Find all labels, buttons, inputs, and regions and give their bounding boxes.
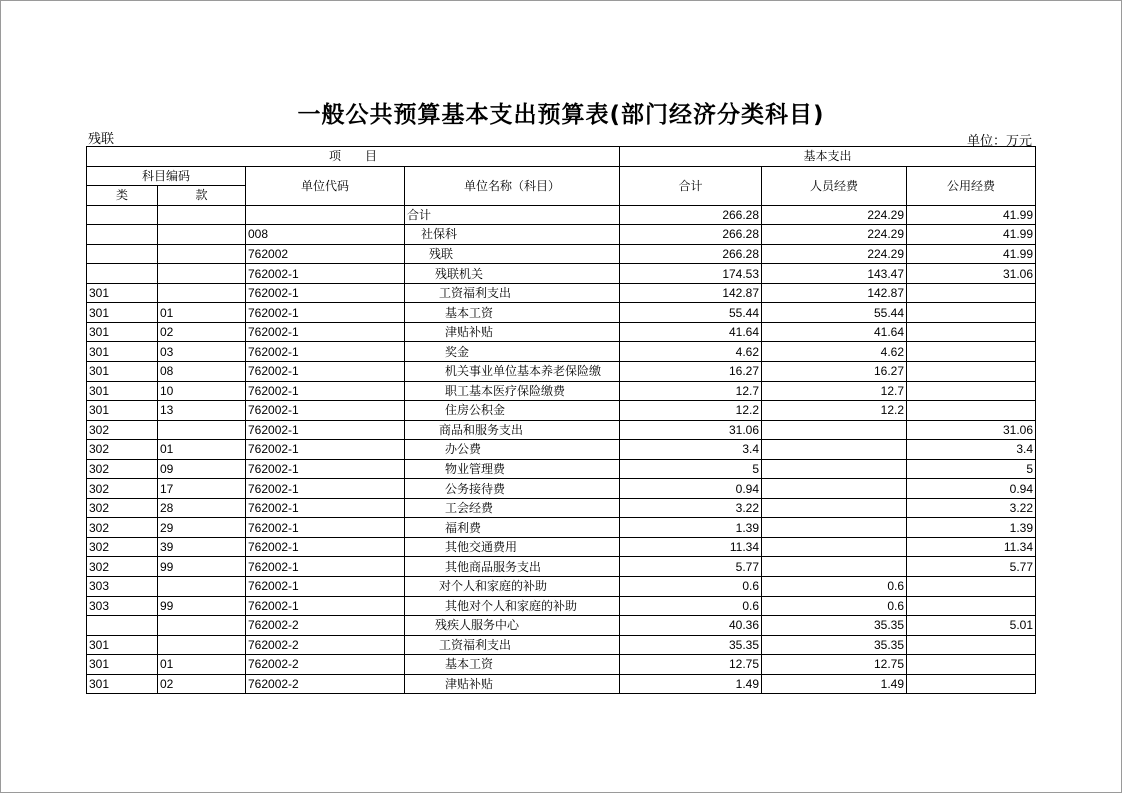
table-row [87, 225, 1036, 245]
cell-personnel: 143.47 [762, 264, 907, 284]
cell-public: 0.94 [907, 479, 1036, 499]
cell-personnel [762, 420, 907, 440]
cell-total: 55.44 [620, 303, 762, 323]
header-unit-name: 单位名称（科目） [405, 166, 620, 205]
header-row-2 [87, 166, 1036, 186]
cell-personnel: 12.2 [762, 401, 907, 421]
cell-class: 302 [87, 498, 158, 518]
department-label: 残联 [88, 132, 115, 147]
cell-unit-code: 762002-1 [246, 537, 405, 557]
cell-total: 40.36 [620, 616, 762, 636]
cell-unit-name: 其他交通费用 [405, 537, 620, 557]
cell-public: 3.4 [907, 440, 1036, 460]
cell-unit-code: 762002-1 [246, 322, 405, 342]
cell-unit-code: 762002-2 [246, 655, 405, 675]
table-row [87, 381, 1036, 401]
header-public: 公用经费 [907, 166, 1036, 205]
table-row [87, 537, 1036, 557]
table-row [87, 616, 1036, 636]
cell-section: 17 [158, 479, 246, 499]
cell-personnel: 16.27 [762, 362, 907, 382]
cell-total: 0.6 [620, 596, 762, 616]
cell-unit-name: 机关事业单位基本养老保险缴 [405, 362, 620, 382]
budget-table [86, 146, 1036, 694]
cell-personnel: 224.29 [762, 244, 907, 264]
cell-unit-code [246, 205, 405, 225]
cell-public: 31.06 [907, 264, 1036, 284]
cell-section [158, 244, 246, 264]
cell-unit-name: 奖金 [405, 342, 620, 362]
cell-unit-code: 762002-1 [246, 498, 405, 518]
cell-unit-code: 762002-1 [246, 342, 405, 362]
cell-total: 0.94 [620, 479, 762, 499]
cell-personnel: 12.75 [762, 655, 907, 675]
cell-total: 5 [620, 459, 762, 479]
header-basic-expense: 基本支出 [620, 147, 1036, 167]
cell-unit-name: 合计 [405, 205, 620, 225]
cell-public [907, 635, 1036, 655]
cell-total: 41.64 [620, 322, 762, 342]
table-row [87, 655, 1036, 675]
cell-unit-name: 基本工资 [405, 303, 620, 323]
cell-total: 1.39 [620, 518, 762, 538]
cell-unit-name: 职工基本医疗保险缴费 [405, 381, 620, 401]
cell-personnel [762, 459, 907, 479]
cell-public [907, 674, 1036, 694]
cell-class: 301 [87, 283, 158, 303]
cell-section [158, 283, 246, 303]
cell-unit-code: 762002-1 [246, 283, 405, 303]
table-row [87, 342, 1036, 362]
cell-public: 11.34 [907, 537, 1036, 557]
cell-unit-code: 762002 [246, 244, 405, 264]
cell-personnel [762, 518, 907, 538]
table-row [87, 557, 1036, 577]
cell-public [907, 596, 1036, 616]
table-row [87, 283, 1036, 303]
cell-class: 301 [87, 655, 158, 675]
cell-public [907, 401, 1036, 421]
cell-public [907, 322, 1036, 342]
cell-personnel: 4.62 [762, 342, 907, 362]
cell-total: 266.28 [620, 244, 762, 264]
header-unit-code: 单位代码 [246, 166, 405, 205]
cell-class: 302 [87, 459, 158, 479]
cell-personnel: 0.6 [762, 596, 907, 616]
cell-section [158, 420, 246, 440]
table-row [87, 479, 1036, 499]
cell-class [87, 264, 158, 284]
cell-public: 41.99 [907, 244, 1036, 264]
cell-class: 301 [87, 381, 158, 401]
table-row [87, 674, 1036, 694]
table-row [87, 459, 1036, 479]
cell-section: 08 [158, 362, 246, 382]
cell-section: 39 [158, 537, 246, 557]
cell-total: 5.77 [620, 557, 762, 577]
cell-section: 01 [158, 303, 246, 323]
cell-class [87, 205, 158, 225]
cell-total: 0.6 [620, 577, 762, 597]
cell-unit-code: 762002-1 [246, 362, 405, 382]
cell-total: 3.4 [620, 440, 762, 460]
cell-public [907, 362, 1036, 382]
table-row [87, 498, 1036, 518]
cell-unit-name: 基本工资 [405, 655, 620, 675]
cell-section [158, 577, 246, 597]
cell-unit-code: 762002-1 [246, 557, 405, 577]
cell-unit-code: 008 [246, 225, 405, 245]
cell-public: 5.01 [907, 616, 1036, 636]
cell-class: 301 [87, 342, 158, 362]
cell-section: 09 [158, 459, 246, 479]
cell-personnel: 35.35 [762, 635, 907, 655]
cell-class [87, 616, 158, 636]
cell-total: 12.7 [620, 381, 762, 401]
cell-unit-name: 其他对个人和家庭的补助 [405, 596, 620, 616]
cell-class: 302 [87, 440, 158, 460]
cell-public: 1.39 [907, 518, 1036, 538]
cell-unit-name: 工会经费 [405, 498, 620, 518]
cell-class: 302 [87, 420, 158, 440]
cell-public: 31.06 [907, 420, 1036, 440]
cell-section: 02 [158, 674, 246, 694]
cell-unit-name: 其他商品服务支出 [405, 557, 620, 577]
cell-class: 301 [87, 635, 158, 655]
cell-total: 174.53 [620, 264, 762, 284]
table-row [87, 205, 1036, 225]
cell-personnel: 224.29 [762, 225, 907, 245]
cell-total: 31.06 [620, 420, 762, 440]
cell-unit-code: 762002-1 [246, 479, 405, 499]
table-row [87, 440, 1036, 460]
cell-total: 16.27 [620, 362, 762, 382]
header-subject-code: 科目编码 [87, 166, 246, 186]
cell-personnel: 41.64 [762, 322, 907, 342]
cell-unit-code: 762002-1 [246, 420, 405, 440]
cell-class: 301 [87, 362, 158, 382]
cell-section: 28 [158, 498, 246, 518]
cell-total: 11.34 [620, 537, 762, 557]
cell-total: 3.22 [620, 498, 762, 518]
table-row [87, 322, 1036, 342]
table-row [87, 596, 1036, 616]
table-row [87, 264, 1036, 284]
cell-section: 99 [158, 596, 246, 616]
cell-unit-code: 762002-1 [246, 381, 405, 401]
cell-total: 4.62 [620, 342, 762, 362]
cell-public [907, 655, 1036, 675]
cell-unit-name: 福利费 [405, 518, 620, 538]
header-personnel: 人员经费 [762, 166, 907, 205]
cell-unit-code: 762002-1 [246, 518, 405, 538]
cell-public: 3.22 [907, 498, 1036, 518]
cell-unit-code: 762002-1 [246, 577, 405, 597]
cell-section: 10 [158, 381, 246, 401]
cell-public: 5.77 [907, 557, 1036, 577]
cell-class: 303 [87, 596, 158, 616]
table-row [87, 577, 1036, 597]
cell-personnel [762, 479, 907, 499]
table-row [87, 518, 1036, 538]
cell-class: 302 [87, 537, 158, 557]
cell-unit-code: 762002-1 [246, 401, 405, 421]
cell-unit-code: 762002-1 [246, 440, 405, 460]
header-section: 款 [158, 186, 246, 206]
cell-unit-name: 公务接待费 [405, 479, 620, 499]
cell-class [87, 244, 158, 264]
cell-personnel: 0.6 [762, 577, 907, 597]
cell-section [158, 264, 246, 284]
cell-public: 5 [907, 459, 1036, 479]
cell-unit-name: 残疾人服务中心 [405, 616, 620, 636]
cell-personnel [762, 537, 907, 557]
cell-class: 301 [87, 322, 158, 342]
cell-section: 02 [158, 322, 246, 342]
cell-section [158, 225, 246, 245]
cell-unit-code: 762002-2 [246, 674, 405, 694]
cell-unit-name: 工资福利支出 [405, 635, 620, 655]
cell-public: 41.99 [907, 225, 1036, 245]
header-class: 类 [87, 186, 158, 206]
table-row [87, 401, 1036, 421]
cell-total: 142.87 [620, 283, 762, 303]
cell-class: 301 [87, 401, 158, 421]
cell-unit-name: 残联机关 [405, 264, 620, 284]
cell-personnel: 142.87 [762, 283, 907, 303]
cell-personnel: 55.44 [762, 303, 907, 323]
cell-section: 03 [158, 342, 246, 362]
cell-total: 35.35 [620, 635, 762, 655]
cell-unit-code: 762002-1 [246, 459, 405, 479]
cell-section: 01 [158, 440, 246, 460]
cell-personnel [762, 557, 907, 577]
cell-public [907, 577, 1036, 597]
cell-unit-name: 残联 [405, 244, 620, 264]
cell-class: 302 [87, 479, 158, 499]
cell-unit-name: 津贴补贴 [405, 322, 620, 342]
cell-unit-name: 津贴补贴 [405, 674, 620, 694]
cell-unit-code: 762002-1 [246, 596, 405, 616]
cell-class: 301 [87, 303, 158, 323]
cell-public [907, 381, 1036, 401]
table-row [87, 244, 1036, 264]
cell-personnel: 12.7 [762, 381, 907, 401]
cell-unit-name: 办公费 [405, 440, 620, 460]
unit-label: 单位：万元 [966, 134, 1032, 149]
cell-section [158, 616, 246, 636]
cell-public [907, 303, 1036, 323]
header-item: 项 目 [87, 147, 620, 167]
cell-class: 301 [87, 674, 158, 694]
cell-unit-code: 762002-2 [246, 616, 405, 636]
cell-personnel [762, 498, 907, 518]
cell-unit-name: 对个人和家庭的补助 [405, 577, 620, 597]
cell-total: 266.28 [620, 225, 762, 245]
cell-personnel: 224.29 [762, 205, 907, 225]
cell-unit-name: 社保科 [405, 225, 620, 245]
cell-total: 12.2 [620, 401, 762, 421]
cell-section: 13 [158, 401, 246, 421]
cell-class: 302 [87, 518, 158, 538]
cell-section [158, 635, 246, 655]
cell-section: 01 [158, 655, 246, 675]
table-row [87, 303, 1036, 323]
cell-personnel [762, 440, 907, 460]
cell-unit-name: 商品和服务支出 [405, 420, 620, 440]
table-row [87, 635, 1036, 655]
cell-total: 12.75 [620, 655, 762, 675]
cell-class: 302 [87, 557, 158, 577]
header-row-1 [87, 147, 1036, 167]
cell-section [158, 205, 246, 225]
cell-personnel: 1.49 [762, 674, 907, 694]
cell-unit-code: 762002-1 [246, 264, 405, 284]
table-row [87, 362, 1036, 382]
cell-section: 99 [158, 557, 246, 577]
cell-total: 1.49 [620, 674, 762, 694]
cell-unit-name: 住房公积金 [405, 401, 620, 421]
cell-personnel: 35.35 [762, 616, 907, 636]
cell-class [87, 225, 158, 245]
cell-total: 266.28 [620, 205, 762, 225]
cell-public [907, 342, 1036, 362]
cell-unit-code: 762002-1 [246, 303, 405, 323]
cell-public: 41.99 [907, 205, 1036, 225]
page-title: 一般公共预算基本支出预算表(部门经济分类科目) [297, 102, 825, 128]
cell-section: 29 [158, 518, 246, 538]
header-total: 合计 [620, 166, 762, 205]
cell-unit-code: 762002-2 [246, 635, 405, 655]
cell-class: 303 [87, 577, 158, 597]
cell-public [907, 283, 1036, 303]
table-row [87, 420, 1036, 440]
cell-unit-name: 工资福利支出 [405, 283, 620, 303]
cell-unit-name: 物业管理费 [405, 459, 620, 479]
